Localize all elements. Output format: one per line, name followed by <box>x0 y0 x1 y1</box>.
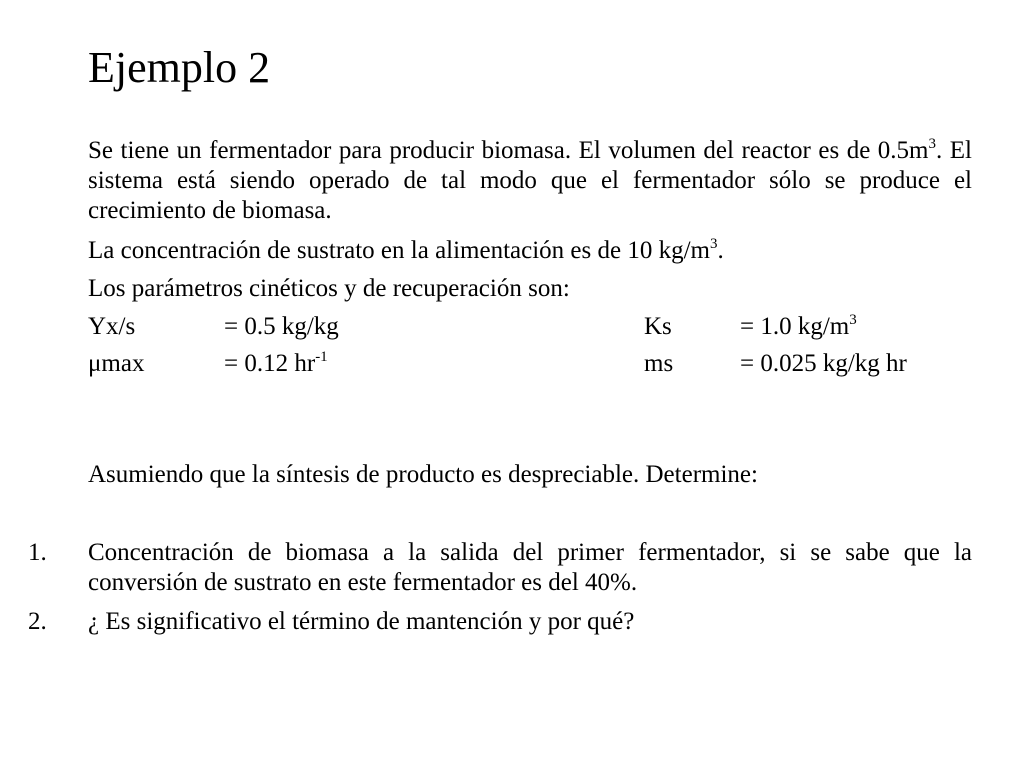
parameter-value <box>224 349 328 379</box>
parameter-value <box>224 312 339 342</box>
intro-superscript-1: 3 <box>928 135 937 152</box>
parameter-name: μmax <box>88 350 145 377</box>
parameter-value-2-text: = 1.0 kg/m <box>740 313 850 340</box>
intro-text-2b: . <box>717 237 724 264</box>
question-number: 1. <box>28 539 47 566</box>
parameter-value-2 <box>740 349 907 379</box>
intro-text-1b: . El sistema está siendo operado de tal modo que el fermentador sólo se produce el crecimiento de biomasa. <box>88 137 973 224</box>
slide-title: Ejemplo 2 <box>88 43 271 92</box>
parameter-value-superscript: -1 <box>315 348 328 365</box>
parameter-name-2: ms <box>644 350 674 377</box>
parameter-value-2-text: = 0.025 kg/kg hr <box>740 350 907 377</box>
parameter-name-2: Ks <box>644 313 672 340</box>
intro-text-1a: Se tiene un fermentador para producir biomasa. El volumen del reactor es de 0.5m <box>88 137 929 164</box>
intro-superscript-2: 3 <box>710 235 718 252</box>
parameter-value-2 <box>740 312 857 342</box>
intro-paragraph-2 <box>88 236 972 266</box>
parameter-value-text: = 0.5 kg/kg <box>224 313 339 340</box>
question-text: Concentración de biomasa a la salida del primer fermentador, si se sabe que la conversión de sustrato en este fermentador es del 40%. <box>88 539 972 596</box>
parameter-row <box>88 349 972 379</box>
intro-text-2a: La concentración de sustrato en la alimentación es de 10 kg/m <box>88 237 710 264</box>
parameter-value-text: = 0.12 hr <box>224 350 316 377</box>
parameter-name: Yx/s <box>88 313 136 340</box>
assumption-text: Asumiendo que la síntesis de producto es despreciable. Determine: <box>88 461 758 488</box>
intro-paragraph-3: Los parámetros cinéticos y de recuperación son: <box>88 275 570 302</box>
parameter-value-2-superscript: 3 <box>849 311 857 328</box>
intro-paragraph-1 <box>88 136 972 226</box>
question-text: ¿ Es significativo el término de mantención y por qué? <box>88 608 635 635</box>
question-number: 2. <box>28 608 47 635</box>
parameter-row <box>88 312 972 342</box>
